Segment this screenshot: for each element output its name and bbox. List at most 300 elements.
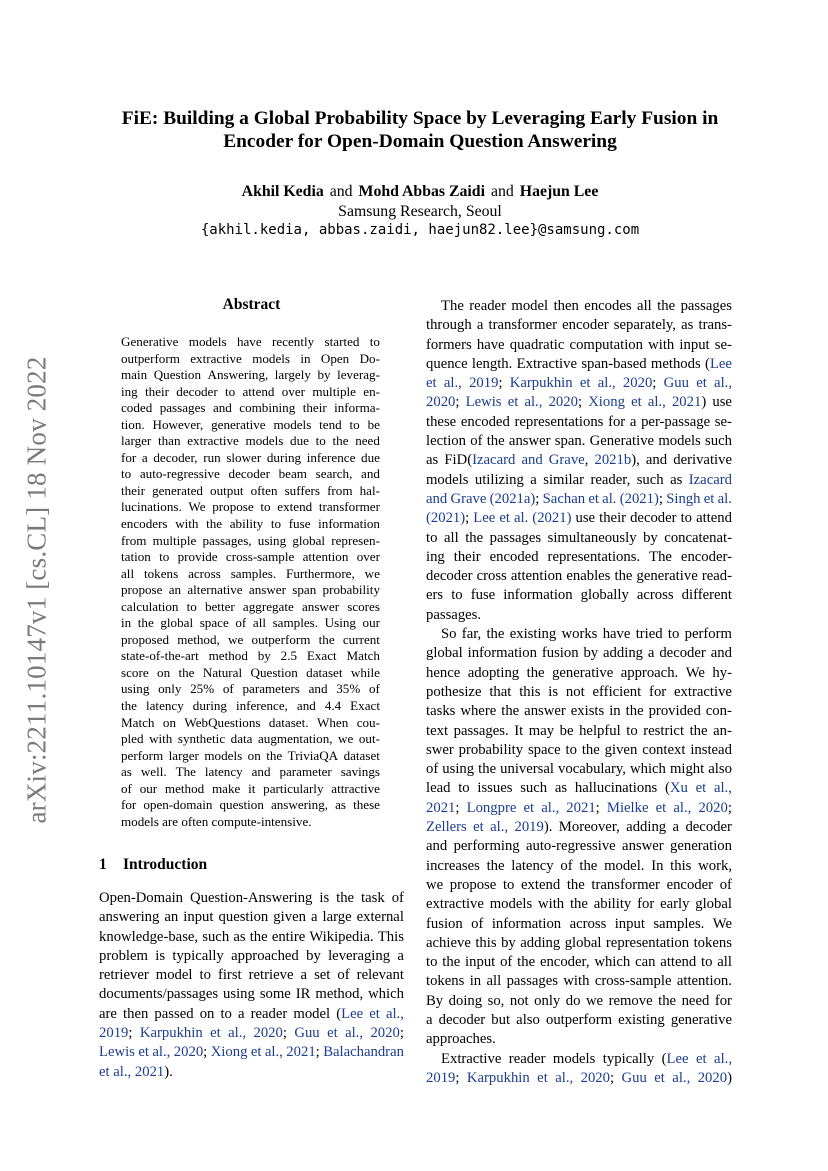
citation-link[interactable]: 2020 bbox=[173, 1044, 204, 1061]
citation-link[interactable]: Longpre bbox=[466, 799, 517, 816]
citation-link[interactable]: et bbox=[654, 1069, 665, 1086]
citation-link[interactable]: et bbox=[523, 799, 535, 816]
citation-link[interactable]: et bbox=[695, 780, 707, 797]
text-line bbox=[121, 731, 380, 748]
citation-link[interactable]: 2020 bbox=[253, 1025, 283, 1042]
text-span: lead bbox=[426, 780, 451, 797]
citation-link[interactable]: Balachandran bbox=[323, 1044, 404, 1061]
word bbox=[121, 632, 169, 649]
word bbox=[622, 837, 664, 856]
word bbox=[178, 731, 225, 748]
word bbox=[121, 417, 145, 434]
text-span: aggregate bbox=[242, 598, 294, 614]
text-span: to bbox=[225, 383, 236, 399]
word bbox=[682, 992, 710, 1011]
text-span: for bbox=[121, 449, 137, 465]
text-span: 4.4 bbox=[324, 698, 342, 714]
word bbox=[549, 451, 589, 470]
text-span: computation bbox=[569, 336, 643, 353]
text-span: by bbox=[501, 934, 516, 951]
word bbox=[560, 722, 574, 741]
citation-link[interactable]: et bbox=[631, 394, 642, 411]
citation-link[interactable]: al., bbox=[555, 1069, 574, 1086]
text-span: swer bbox=[426, 741, 454, 758]
word bbox=[514, 413, 603, 432]
word bbox=[144, 566, 178, 583]
citation-link[interactable]: al. bbox=[717, 490, 732, 507]
text-span: global bbox=[426, 645, 463, 662]
word bbox=[226, 450, 261, 467]
word bbox=[467, 1069, 530, 1088]
word bbox=[145, 384, 169, 401]
word bbox=[252, 632, 311, 649]
word bbox=[426, 741, 454, 760]
citation-link[interactable]: Grave bbox=[450, 490, 487, 507]
text-span: the bbox=[178, 664, 195, 680]
word bbox=[637, 567, 698, 586]
text-span: all bbox=[443, 529, 459, 546]
citation-link[interactable]: al., bbox=[264, 1044, 283, 1061]
text-span: and bbox=[710, 645, 732, 662]
word bbox=[469, 297, 506, 316]
citation-link[interactable]: 2019 bbox=[426, 1069, 456, 1086]
citation-link[interactable]: et bbox=[426, 375, 437, 392]
citation-link[interactable]: Lee bbox=[666, 1050, 689, 1067]
citation-link[interactable]: et bbox=[327, 1025, 338, 1042]
text-span: model. bbox=[604, 857, 645, 874]
citation-link[interactable]: al., bbox=[597, 375, 616, 392]
citation-link[interactable]: 2019 bbox=[99, 1025, 129, 1042]
citation-link[interactable]: et bbox=[537, 1069, 548, 1086]
word bbox=[307, 648, 337, 665]
word bbox=[263, 781, 323, 798]
text-span: tokens bbox=[693, 934, 732, 951]
citation-link[interactable]: et bbox=[703, 490, 715, 507]
citation-link[interactable]: Lee bbox=[341, 1005, 364, 1022]
text-span: encoded bbox=[460, 413, 510, 430]
citation-link[interactable]: 2021 bbox=[671, 394, 702, 411]
word bbox=[121, 764, 132, 781]
word bbox=[260, 985, 291, 1004]
text-span: on bbox=[247, 747, 261, 763]
citation-link[interactable]: al., bbox=[673, 799, 692, 816]
text-span: by bbox=[257, 648, 271, 664]
citation-link[interactable]: et al., 2021 bbox=[99, 1063, 165, 1080]
word bbox=[559, 818, 620, 837]
word bbox=[141, 764, 167, 781]
citation-link[interactable]: 2020 bbox=[697, 1069, 728, 1086]
citation-link[interactable]: et bbox=[138, 1044, 149, 1061]
text-span: cross-sample bbox=[594, 973, 672, 990]
citation-link[interactable]: 2019 bbox=[469, 375, 499, 392]
citation-link[interactable]: et bbox=[696, 375, 707, 392]
word bbox=[594, 953, 630, 972]
word bbox=[258, 731, 333, 748]
citation-link[interactable]: al., bbox=[524, 394, 543, 411]
text-span: derivative bbox=[673, 452, 732, 469]
citation-link[interactable]: al., bbox=[228, 1025, 247, 1042]
word bbox=[449, 992, 482, 1011]
text-span: ; bbox=[535, 490, 540, 507]
text-span: these bbox=[426, 413, 457, 430]
text-span: inference, bbox=[235, 698, 288, 714]
word bbox=[602, 490, 616, 509]
text-span: in bbox=[609, 703, 621, 720]
word bbox=[566, 799, 599, 818]
word bbox=[266, 748, 282, 765]
word bbox=[501, 702, 519, 721]
citation-link[interactable]: Karpukhin bbox=[466, 1069, 530, 1086]
citation-link[interactable]: Izacard bbox=[472, 452, 516, 469]
text-span: the bbox=[486, 433, 505, 450]
text-span: with bbox=[149, 731, 173, 747]
text-span: ing bbox=[426, 548, 445, 565]
citation-link[interactable]: (2021) bbox=[426, 510, 466, 527]
citation-link[interactable]: et bbox=[696, 1050, 707, 1067]
word bbox=[361, 466, 380, 483]
citation-link[interactable]: et bbox=[473, 819, 484, 836]
word bbox=[189, 334, 227, 351]
author-names bbox=[70, 182, 770, 202]
citation-link[interactable]: 2020 bbox=[698, 799, 728, 816]
text-span: we bbox=[426, 876, 444, 893]
word bbox=[149, 731, 172, 748]
word bbox=[714, 1050, 732, 1069]
text-span: from bbox=[121, 532, 147, 548]
text-span: such bbox=[705, 433, 732, 450]
citation-link[interactable]: al., bbox=[713, 780, 732, 797]
text-line bbox=[121, 466, 380, 483]
citation-link[interactable]: Karpukhin bbox=[509, 375, 573, 392]
text-span: When bbox=[316, 714, 349, 730]
text-span: all bbox=[121, 565, 135, 581]
text-span: due bbox=[290, 433, 309, 449]
word bbox=[451, 586, 462, 605]
text-span: , bbox=[584, 452, 589, 469]
word bbox=[671, 1011, 732, 1030]
word bbox=[213, 400, 232, 417]
word bbox=[286, 1043, 319, 1062]
word bbox=[220, 797, 264, 814]
citation-link[interactable]: (2021) bbox=[532, 510, 572, 527]
citation-link[interactable]: al., bbox=[152, 1044, 171, 1061]
word bbox=[615, 915, 645, 934]
citation-link[interactable]: et bbox=[499, 510, 510, 527]
citation-link[interactable]: al., bbox=[490, 819, 509, 836]
word bbox=[343, 632, 380, 649]
text-span: to bbox=[565, 741, 577, 758]
word bbox=[546, 1011, 612, 1030]
text-span: existing bbox=[509, 626, 557, 643]
citation-link[interactable]: Lewis bbox=[99, 1044, 135, 1061]
text-span: beam bbox=[278, 466, 307, 482]
word bbox=[319, 632, 335, 649]
text-span: from bbox=[327, 482, 353, 498]
word bbox=[121, 334, 178, 351]
word bbox=[571, 702, 604, 721]
text-span: quadratic bbox=[509, 336, 565, 353]
citation-link[interactable]: et bbox=[507, 394, 519, 411]
word bbox=[121, 648, 199, 665]
citation-link[interactable]: al., bbox=[647, 394, 666, 411]
text-span: passed bbox=[154, 1005, 194, 1022]
citation-link[interactable]: et bbox=[579, 375, 591, 392]
text-span: of bbox=[500, 954, 513, 971]
text-line bbox=[121, 516, 380, 533]
text-span: ; bbox=[282, 1025, 287, 1042]
word bbox=[178, 665, 194, 682]
word bbox=[562, 316, 608, 335]
word bbox=[631, 393, 642, 412]
text-span: answer bbox=[301, 598, 340, 614]
citation-link[interactable]: al., bbox=[714, 1050, 732, 1067]
word bbox=[345, 1024, 363, 1043]
text-span: while bbox=[350, 664, 380, 680]
text-span: propose bbox=[212, 499, 254, 515]
text-span: the bbox=[249, 928, 268, 945]
text-span: question bbox=[218, 909, 269, 926]
word bbox=[690, 722, 708, 741]
citation-link[interactable]: al., bbox=[541, 799, 560, 816]
text-span: helpful bbox=[579, 722, 621, 739]
word bbox=[468, 644, 537, 663]
text-span: performing bbox=[453, 838, 520, 855]
citation-link[interactable]: al. bbox=[602, 490, 617, 507]
citation-link[interactable]: Singh bbox=[666, 490, 701, 507]
text-span: recently bbox=[272, 334, 315, 349]
word bbox=[251, 483, 278, 500]
word bbox=[705, 355, 732, 374]
word bbox=[368, 985, 404, 1004]
citation-link[interactable]: et bbox=[369, 1005, 380, 1022]
word bbox=[160, 615, 193, 632]
citation-link[interactable]: al., bbox=[345, 1025, 364, 1042]
citation-link[interactable]: et bbox=[210, 1025, 221, 1042]
citation-link[interactable]: 2020 bbox=[370, 1025, 400, 1042]
word bbox=[521, 876, 560, 895]
text-span: ; bbox=[455, 394, 460, 411]
word bbox=[363, 615, 380, 632]
citation-link[interactable]: Grave bbox=[548, 452, 585, 469]
text-span: using bbox=[223, 986, 255, 1003]
word bbox=[314, 966, 330, 985]
citation-link[interactable]: Mielke bbox=[606, 799, 649, 816]
text-line bbox=[99, 966, 404, 985]
text-span: model bbox=[511, 298, 549, 314]
text-span: to bbox=[220, 1005, 232, 1022]
text-span: during bbox=[266, 449, 302, 465]
citation-link[interactable]: Zellers bbox=[426, 819, 467, 836]
word bbox=[477, 316, 484, 335]
citation-link[interactable]: al., bbox=[672, 1069, 691, 1086]
text-span: multiple bbox=[152, 532, 197, 548]
citation-link[interactable]: (2021a) bbox=[489, 490, 536, 507]
word bbox=[172, 947, 223, 966]
text-span: 35% bbox=[336, 681, 361, 697]
word bbox=[156, 966, 193, 985]
text-span: methods bbox=[650, 355, 701, 372]
citation-link[interactable]: 2021 bbox=[566, 799, 596, 816]
author-block bbox=[70, 182, 770, 241]
right-column bbox=[426, 297, 732, 1088]
word bbox=[325, 334, 360, 351]
text-span: models bbox=[426, 471, 469, 488]
citation-link[interactable]: 2020 bbox=[426, 394, 456, 411]
text-span: informa- bbox=[334, 400, 380, 416]
word bbox=[717, 953, 732, 972]
word bbox=[630, 509, 676, 528]
word bbox=[473, 509, 495, 528]
citation-link[interactable]: al., bbox=[714, 375, 732, 392]
text-span: knowledge-base, bbox=[99, 928, 199, 945]
text-span: Question bbox=[250, 664, 298, 680]
text-span: only bbox=[158, 681, 182, 697]
word bbox=[99, 889, 183, 908]
text-line bbox=[426, 355, 732, 374]
text-span: In bbox=[651, 857, 664, 874]
text-span: have bbox=[602, 626, 631, 643]
word bbox=[566, 992, 581, 1011]
text-span: have bbox=[236, 334, 262, 349]
citation-link[interactable]: Xiong bbox=[210, 1044, 248, 1061]
citation-link[interactable]: Guu bbox=[663, 375, 689, 392]
citation-link[interactable]: 2021b bbox=[594, 452, 632, 469]
text-span: particularly bbox=[263, 780, 324, 796]
text-span: transformer bbox=[488, 317, 557, 334]
text-span: need bbox=[681, 992, 710, 1009]
citation-link[interactable]: al., bbox=[385, 1005, 404, 1022]
word bbox=[490, 818, 508, 837]
word bbox=[711, 644, 732, 663]
text-line bbox=[426, 625, 732, 644]
citation-link[interactable]: Karpukhin bbox=[139, 1025, 203, 1042]
text-span: as bbox=[670, 471, 683, 488]
text-span: reader, bbox=[590, 471, 631, 488]
word bbox=[581, 355, 646, 374]
text-span: are bbox=[99, 1005, 117, 1022]
citation-link[interactable]: Lewis bbox=[465, 394, 502, 411]
word bbox=[681, 316, 693, 335]
word bbox=[426, 509, 469, 528]
text-span: as bbox=[554, 780, 568, 797]
text-span: as bbox=[681, 317, 694, 334]
word bbox=[566, 567, 610, 586]
word bbox=[618, 1011, 665, 1030]
word bbox=[165, 781, 204, 798]
word bbox=[500, 953, 512, 972]
word bbox=[187, 582, 242, 599]
citation-link[interactable]: 2020 bbox=[580, 1069, 610, 1086]
text-span: with bbox=[563, 973, 590, 990]
text-span: fuse bbox=[288, 516, 311, 532]
citation-link[interactable]: 2021 bbox=[286, 1044, 316, 1061]
citation-link[interactable]: al. bbox=[513, 510, 529, 527]
word bbox=[426, 374, 437, 393]
text-span: decoder, bbox=[153, 449, 198, 465]
word bbox=[450, 490, 486, 509]
word bbox=[426, 857, 480, 876]
word bbox=[202, 533, 251, 550]
word bbox=[353, 797, 380, 814]
citation-link[interactable]: Guu bbox=[294, 1025, 320, 1042]
word bbox=[300, 351, 310, 368]
text-span: answering bbox=[99, 909, 160, 926]
text-span: parameter bbox=[279, 764, 332, 780]
word bbox=[360, 483, 380, 500]
word bbox=[258, 648, 271, 665]
citation-link[interactable]: Sachan bbox=[542, 490, 586, 507]
citation-link[interactable]: et bbox=[655, 799, 667, 816]
word bbox=[579, 857, 597, 876]
text-span: Match bbox=[346, 648, 380, 664]
text-line bbox=[426, 837, 732, 856]
text-span: representations. bbox=[547, 548, 641, 565]
text-span: Open-Domain bbox=[99, 890, 184, 906]
text-span: started bbox=[324, 334, 360, 349]
word bbox=[208, 367, 269, 384]
citation-link[interactable]: and bbox=[521, 452, 543, 469]
citation-link[interactable]: Xiong bbox=[588, 394, 625, 411]
word bbox=[426, 915, 463, 934]
word bbox=[121, 615, 131, 632]
word bbox=[542, 644, 579, 663]
citation-link[interactable]: Xu bbox=[669, 780, 688, 797]
citation-link[interactable]: 2019 bbox=[514, 819, 544, 836]
text-span: tation bbox=[121, 549, 151, 565]
citation-link[interactable]: Lee bbox=[709, 355, 732, 372]
text-line bbox=[121, 400, 380, 417]
word bbox=[336, 681, 360, 698]
text-span: attention. bbox=[676, 973, 732, 990]
citation-link[interactable]: al., bbox=[443, 375, 462, 392]
text-span: Question bbox=[153, 367, 201, 383]
citation-link[interactable]: and bbox=[426, 490, 448, 507]
text-span: of bbox=[391, 890, 404, 906]
word bbox=[228, 1024, 246, 1043]
text-span: the bbox=[336, 890, 355, 906]
citation-link[interactable]: et bbox=[588, 490, 599, 507]
word bbox=[555, 779, 567, 798]
author-conjunction: and bbox=[329, 183, 353, 200]
text-span: global bbox=[160, 615, 194, 631]
citation-link[interactable]: et bbox=[250, 1044, 262, 1061]
text-line bbox=[426, 606, 732, 625]
word bbox=[488, 992, 505, 1011]
word bbox=[622, 1069, 647, 1088]
word bbox=[318, 516, 380, 533]
citation-link[interactable]: 2021 bbox=[426, 799, 456, 816]
word bbox=[708, 760, 732, 779]
text-line bbox=[121, 334, 380, 351]
word bbox=[526, 837, 616, 856]
citation-link[interactable]: 2020 bbox=[622, 375, 653, 392]
text-span: larger bbox=[121, 433, 152, 449]
word bbox=[718, 490, 732, 509]
text-span: 2.5 bbox=[280, 648, 298, 664]
word bbox=[282, 384, 305, 401]
word bbox=[648, 336, 674, 355]
citation-link[interactable]: (2021) bbox=[619, 490, 659, 507]
word bbox=[306, 947, 321, 966]
citation-link[interactable]: Guu bbox=[621, 1069, 647, 1086]
text-span: an bbox=[164, 909, 179, 926]
word bbox=[231, 566, 276, 583]
citation-link[interactable]: Lee bbox=[473, 510, 496, 527]
text-span: samples. bbox=[230, 565, 277, 581]
text-span: our bbox=[139, 780, 158, 796]
citation-link[interactable]: 2020 bbox=[548, 394, 578, 411]
citation-link[interactable]: Izacard bbox=[688, 471, 732, 488]
